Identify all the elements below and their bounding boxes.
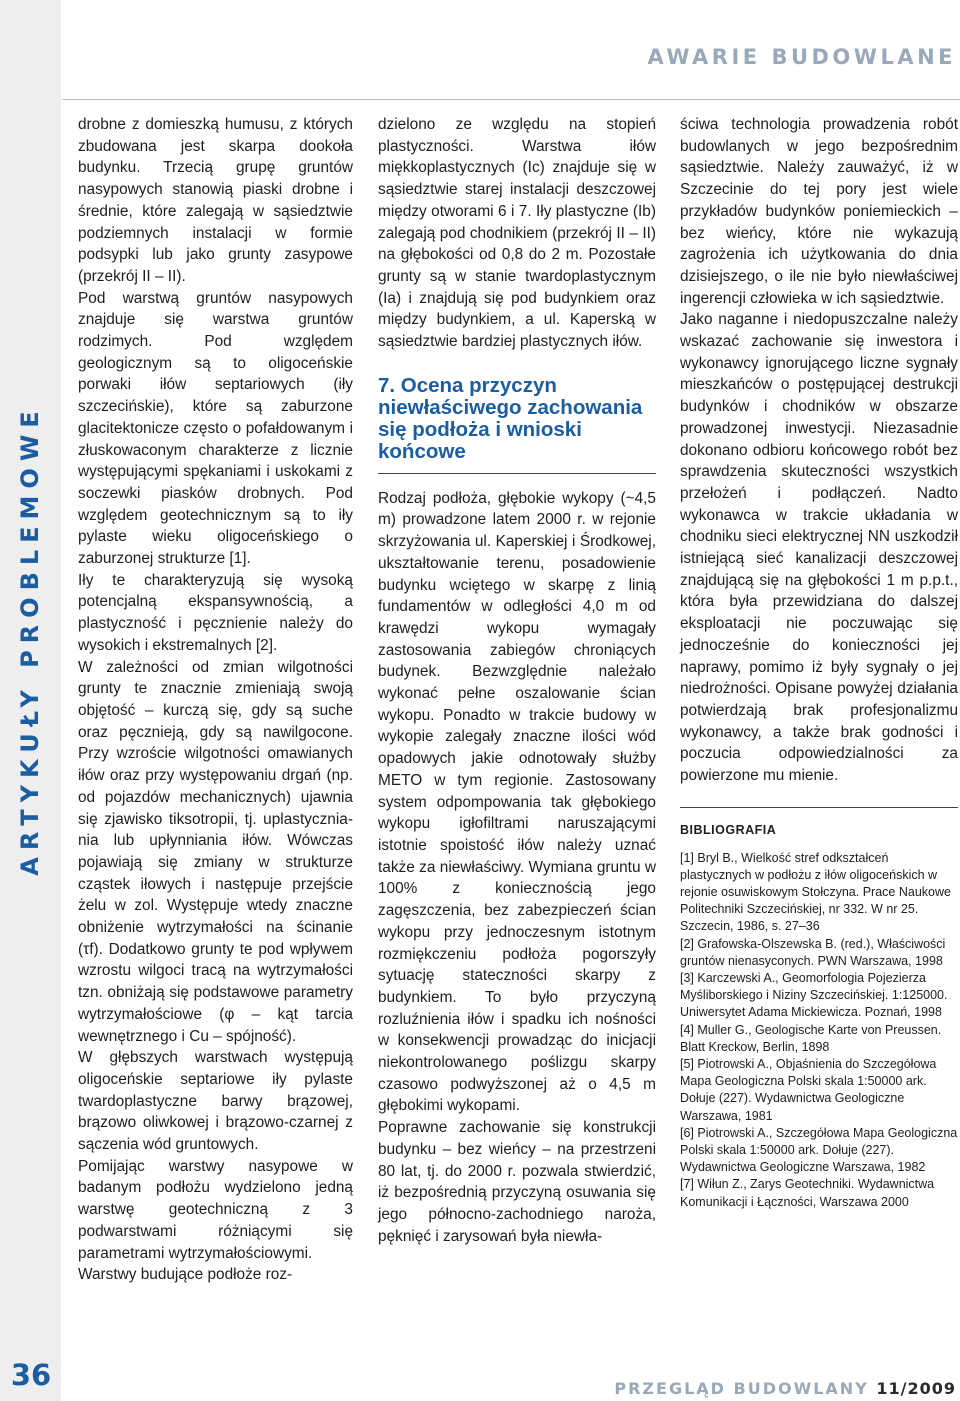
paragraph: Pod warstwą gruntów nasypowych znajduje się warstwa gruntów rodzimych. Pod względem geologicznym są to oligoceńskie porwaki iłów septariowych (iły szczecińskie), które są zaburzone glacitektonicze często o pofałdowanym i złuskowaconym charakterze z licznie występującymi spękaniami i uskokami z soczewki piasków drobnych. Pod względem geotechnicznym są to iły pylaste wieku oligoceńskiego o zaburzonej strukturze [1]. (78, 289, 353, 568)
bibliography-item: [7] Wiłun Z., Zarys Geotechniki. Wydawnictwa Komunikacji i Łączności, Warszawa 2000 (680, 1177, 935, 1209)
running-footer (614, 1379, 956, 1398)
bibliography-item: [3] Karczewski A., Geomorfologia Pojezierza Myśliborskiego i Niziny Szczecińskiej. 1:125000. Uniwersytet Adama Mickiewicza. Poznań, 1998 (680, 970, 948, 1020)
paragraph: W zależności od zmian wilgotności grunty te znacznie zmieniają swoją objętość – kurczą się, gdy są suche oraz pęcznieją, gdy są nawilgocone. Przy wzroście wilgotności omawianych iłów oraz przy występowaniu drgań (np. od pojazdów mechanicznych) ujawnia się zjawisko tiksotropii, tj. uplastyczniania lub upłynniania iłów. Wówczas pojawiają się zmiany w strukturze cząstek iłowych i następuje przejście żelu w zol. Występuje wtedy znaczne obniżenie wytrzymałości na ścinanie (τf). Dodatkowo grunty te pod wpływem wzrostu wilgoci tracą na wytrzymałości tzn. obniżają się podstawowe parametry wytrzymałościowe (φ – kąt tarcia wewnętrznego i Cu – spójność). (78, 658, 353, 1045)
paragraph: Warstwy budujące podłoże roz- (78, 1266, 293, 1284)
paragraph: Rodzaj podłoża, głębokie wykopy (~4,5 m) prowadzone latem 2000 r. w rejonie skrzyżowania ul. Kaperskiej i Środkowej, ukształtowanie terenu, posadowienie budynku wciętego w skarpę z linią fundamentów w odległości 4,0 m od krawędzi wykopu wymagały zastosowania zabiegów chroniących budynek. Bezwzględnie należało wykonać pełne oszalowanie ścian wykopu. Ponadto w trakcie budowy w wykopie zalegały znaczne ilości wód opadowych jakie odnotowały służby METO w tym regionie. Zastosowany system odpompowania tak głębokiego wykopu igłofiltrami naruszającymi istotnie spoistość iłów należy uznać także za niewłaściwy. Wymiana gruntu w 100% z koniecznością jego zagęszczenia, bez zabezpieczeń ścian wykopu przy jednoczesnym istotnym rozmiękczeniu podłoża pogorszyły sytuację stateczności skarpy z budynkiem. To było przyczyną rozluźnienia iłów i spadku ich nośności w konsekwencji prowadząc do inicjacji niekontrolowanego poślizgu skarpy czasowo podwyższonej aż o 4,5 m głębokimi wykopami. (378, 489, 656, 1115)
header-divider (62, 99, 960, 100)
paragraph: drobne z domieszką humusu, z których zbudowana jest skarpa dookoła budynku. Trzecią grupę gruntów nasypowych stanowią piaski drobne i średnie, które zalegają w sąsiedztwie podziemnych instalacji w formie podsypki lub jako grunty zasypowe (przekrój II – II). (78, 116, 353, 285)
bibliography-list (680, 850, 958, 1211)
journal-name: PRZEGLĄD BUDOWLANY (614, 1379, 869, 1398)
sidebar (0, 0, 61, 1401)
bibliography-item: [2] Grafowska-Olszewska B. (red.), Właściwości gruntów nienasyconych. PWN Warszawa, 1998 (680, 936, 946, 968)
bibliography-item: [4] Muller G., Geologische Karte von Preussen. Blatt Kreckow, Berlin, 1898 (680, 1022, 942, 1054)
text-column-2 (378, 114, 656, 1247)
paragraph: Iły te charakteryzują się wysoką potencjalną ekspansywnością, a plastyczność i pęcznienie należy do wysokich i ekstremalnych [2]. (78, 571, 353, 654)
section-label-vertical: ARTYKUŁY PROBLEMOWE (16, 404, 44, 876)
bibliography-item: [5] Piotrowski A., Objaśnienia do Szczegółowa Mapa Geologiczna Polski skala 1:50000 ark. Dołuje (227). Wydawnictwa Geologiczne Warszawa, 1981 (680, 1056, 937, 1123)
paragraph: W głębszych warstwach występują oligoceńskie septariowe iły pylaste twardoplastyczne barwy brązowej, brązowo oliwkowej i brązowo-czarnej z sączenia wód gruntowych. (78, 1049, 353, 1154)
bibliography-item: [6] Piotrowski A., Szczegółowa Mapa Geologiczna Polski skala 1:50000 ark. Dołuje (227). Wydawnictwa Geologiczne Warszawa, 1982 (680, 1125, 958, 1175)
issue-number: 11/2009 (876, 1379, 956, 1398)
paragraph: Poprawne zachowanie się konstrukcji budynku – bez wieńcy – na przestrzeni 80 lat, tj. do 2000 r. pozwala stwierdzić, iż bezpośrednią przyczyną osuwania się jego północno-zachodniego naroża, pęknięć i zarysowań była niewła- (378, 1119, 656, 1245)
section-heading: 7. Ocena przyczyn niewłaściwego zachowania się podłoża i wnioski końcowe (378, 375, 656, 474)
paragraph: dzielono ze względu na stopień plastyczności. Warstwa iłów miękkoplastycznych (Ic) znajduje się w sąsiedztwie starej instalacji deszczowej między otworami 6 i 7. Iły plastyczne (Ib) zalegają pod chodnikiem (przekrój II – II) na głębokości od 0,8 do 2 m. Pozostałe grunty są w stanie twardoplastycznym (Ia) i znajdują się pod budynkiem oraz między budynkiem, a ul. Kaperską w sąsiedztwie bardziej plastycznych iłów. (378, 116, 656, 351)
text-column-3 (680, 114, 958, 1211)
paragraph: ściwa technologia prowadzenia robót budowlanych w jego bezpośrednim sąsiedztwie. Należy zauważyć, iż w Szczecinie do tej pory jest wiele przykładów budynków poniemieckich – bez wieńcy, które nie wykazują zagrożenia ich użytkowania do dnia dzisiejszego, o ile nie było niewłaściwej ingerencji człowieka w ich sąsiedztwie. (680, 116, 958, 307)
bibliography-title: BIBLIOGRAFIA (680, 807, 958, 842)
running-header: AWARIE BUDOWLANE (647, 45, 956, 69)
page-number: 36 (10, 1358, 52, 1392)
text-column-1 (78, 114, 353, 1286)
paragraph: Pomijając warstwy nasypowe w badanym podłożu wydzielono jedną warstwę geotechniczną z 3 podwarstwami różniącymi się parametrami wytrzymałościowymi. (78, 1157, 353, 1262)
bibliography-item: [1] Bryl B., Wielkość stref odkształceń plastycznych w podłożu z iłów oligoceńskich w rejonie osuwiskowym Stołczyna. Prace Naukowe Politechniki Szczecińskiej, nr 332. W nr 25. Szczecin, 1986, s. 27–36 (680, 850, 951, 934)
paragraph: Jako naganne i niedopuszczalne należy wskazać zachowanie się inwestora i wykonawcy ignorującego liczne sygnały mieszkańców o postępującej destrukcji budynków i chodników w obszarze prowadzonej inwestycji. Niezasadnie dokonano odbioru końcowego robót bez sprawdzenia skuteczności wszystkich przełożeń i podłączeń. Nadto wykonawca w trakcie układania w chodniku sieci elektrycznej NN uszkodził istniejącą sieć kanalizacji deszczowej znajdującą się na głębokości 1 m p.p.t., która była przewidziana do dalszej eksploatacji nie poczuwając się jednocześnie do konieczności jej naprawy, pomimo iż były sygnały o jej niedrożności. Opisane powyżej działania potwierdzają brak profesjonalizmu wykonawcy, a także brak godności i poczucia odpowiedzialności za powierzone mu mienie. (680, 311, 958, 785)
